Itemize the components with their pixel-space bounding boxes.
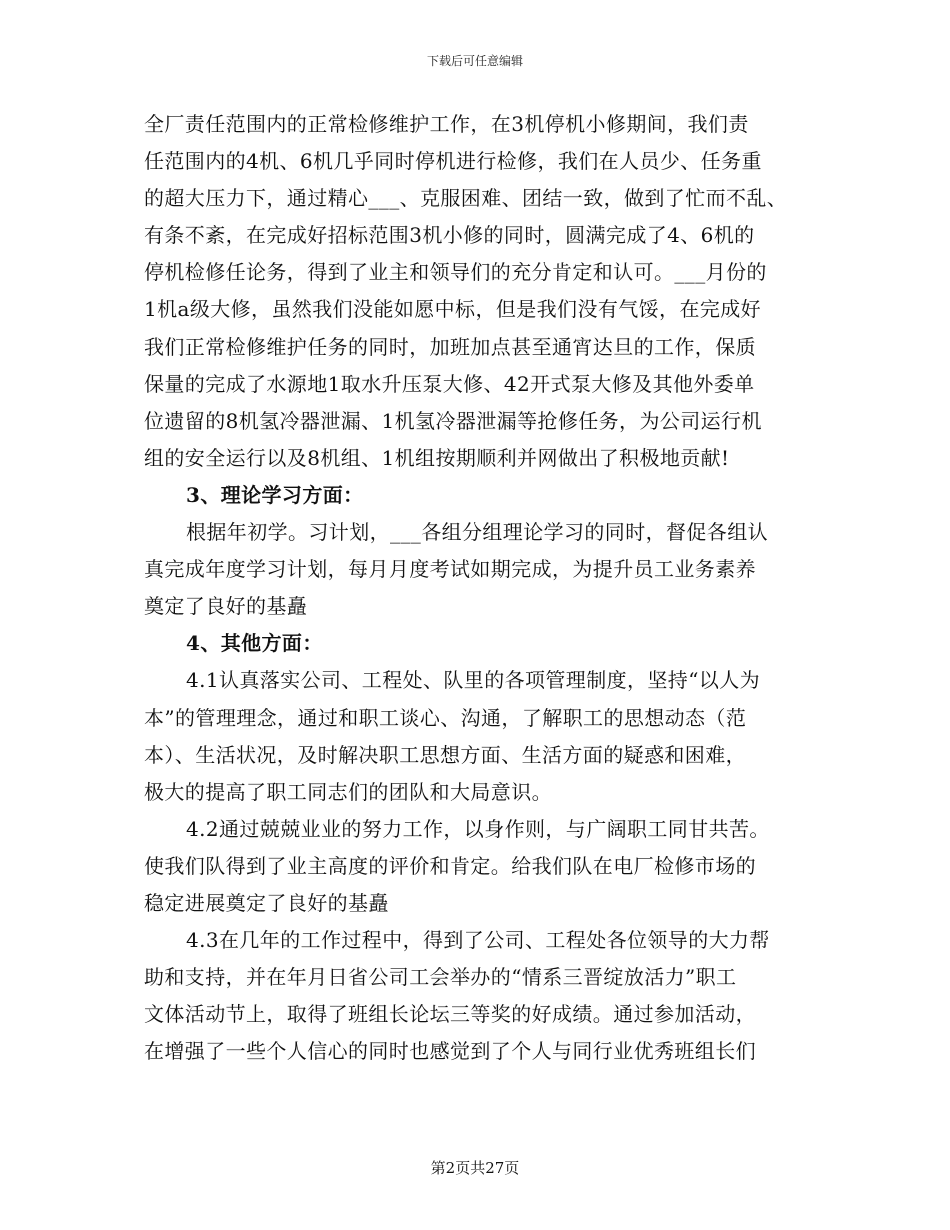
page-footer: 第2页共27页 (430, 1159, 520, 1177)
body-text-line: 1机a级大修，虽然我们没能如愿中标，但是我们没有气馁，在完成好 (144, 297, 762, 322)
body-text-line: 有条不紊，在完成好招标范围3机小修的同时，圆满完成了4、6机的 (144, 223, 755, 248)
body-text-line: 使我们队得到了业主高度的评价和肯定。给我们队在电厂检修市场的 (144, 853, 756, 878)
body-text-line: 4.3在几年的工作过程中，得到了公司、工程处各位领导的大力帮 (186, 928, 770, 953)
body-text-line: 极大的提高了职工同志们的团队和大局意识。 (144, 779, 552, 804)
body-text-line: 4.2通过兢兢业业的努力工作，以身作则，与广阔职工同甘共苦。 (186, 816, 770, 841)
body-text-line: 的超大压力下，通过精心___、克服困难、团结一致，做到了忙而不乱、 (144, 186, 788, 211)
page-header: 下载后可任意编辑 (426, 54, 523, 68)
body-text-line: 助和支持，并在年月日省公司工会举办的“情系三晋绽放活力”职工 (144, 965, 737, 990)
body-text-line: 奠定了良好的基矗 (144, 594, 308, 619)
body-text-line: 保量的完成了水源地1取水升压泵大修、42开式泵大修及其他外委单 (144, 371, 755, 396)
body-text-line: 停机检修任论务，得到了业主和领导们的充分肯定和认可。___月份的 (144, 260, 767, 285)
body-text-line: 我们正常检修维护任务的同时，加班加点甚至通宵达旦的工作，保质 (144, 334, 756, 359)
body-text-line: 稳定进展奠定了良好的基矗 (144, 890, 389, 915)
body-text-line: 在增强了一些个人信心的同时也感觉到了个人与同行业优秀班组长们 (144, 1039, 756, 1064)
body-text-line: 本”的管理理念，通过和职工谈心、沟通，了解职工的思想动态（范 (144, 705, 747, 730)
body-text-line: 本）、生活状况，及时解决职工思想方面、生活方面的疑惑和困难， (144, 742, 746, 767)
document-body (144, 106, 816, 1070)
body-text-line: 根据年初学。习计划，___各组分组理论学习的同时，督促各组认 (186, 520, 768, 545)
body-text-line: 真完成年度学习计划，每月月度考试如期完成，为提升员工业务素养 (144, 557, 756, 582)
body-text-line: 文体活动节上，取得了班组长论坛三等奖的好成绩。通过参加活动， (144, 1002, 756, 1027)
section-heading: 3、理论学习方面： (186, 482, 364, 507)
body-text-line: 位遗留的8机氢冷器泄漏、1机氢冷器泄漏等抢修任务，为公司运行机 (144, 408, 762, 433)
body-text-line: 4.1认真落实公司、工程处、队里的各项管理制度，坚持“以人为 (186, 668, 761, 693)
body-text-line: 组的安全运行以及8机组、1机组按期顺利并网做出了积极地贡献! (144, 445, 730, 470)
body-text-line: 全厂责任范围内的正常检修维护工作，在3机停机小修期间，我们责 (144, 112, 749, 136)
body-text-line: 任范围内的4机、6机几乎同时停机进行检修，我们在人员少、任务重 (144, 149, 762, 174)
section-heading: 4、其他方面： (186, 631, 323, 656)
